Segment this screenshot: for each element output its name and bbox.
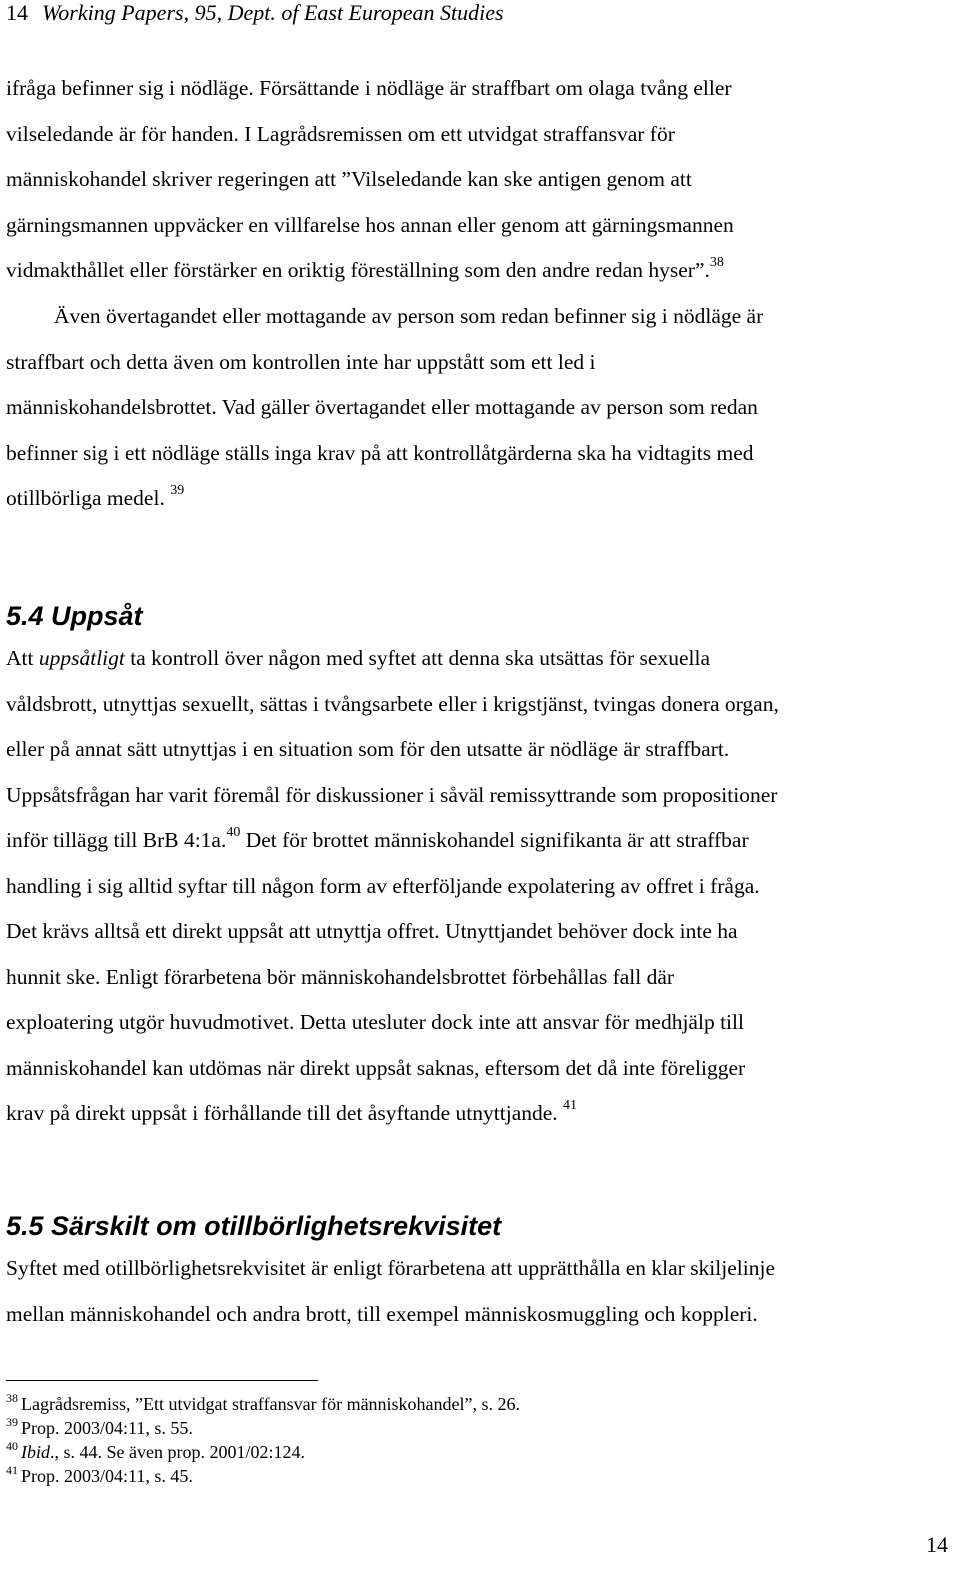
section-5-5-body bbox=[6, 1246, 954, 1337]
text-line: Syftet med otillbörlighetsrekvisitet är enligt förarbetena att upprätthålla en klar skiljelinje bbox=[6, 1256, 775, 1280]
text-line: gärningsmannen uppväcker en villfarelse hos annan eller genom att gärningsmannen bbox=[6, 212, 734, 237]
text-line bbox=[6, 1091, 954, 1137]
footnote-39 bbox=[6, 1416, 520, 1440]
text-line bbox=[6, 636, 954, 682]
text-segment: Det för brottet människohandel signifikanta är att straffbar bbox=[240, 828, 749, 852]
text-segment: krav på direkt uppsåt i förhållande till det åsyftande utnyttjande. bbox=[6, 1101, 558, 1125]
text-line: mellan människohandel och andra brott, till exempel människosmuggling och koppleri. bbox=[6, 1301, 758, 1326]
text-line: ifråga befinner sig i nödläge. Försättande i nödläge är straffbart om olaga tvång eller bbox=[6, 76, 732, 100]
text-line: hunnit ske. Enligt förarbetena bör människohandelsbrottet förbehållas fall där bbox=[6, 964, 675, 989]
footnote-separator bbox=[6, 1380, 318, 1381]
text-line: handling i sig alltid syftar till någon form av efterföljande expolatering av offret i fråga. bbox=[6, 873, 760, 898]
header-page-number: 14 bbox=[6, 0, 28, 25]
text-segment: otillbörliga medel. bbox=[6, 486, 165, 510]
text-line: människohandelsbrottet. Vad gäller övertagandet eller mottagande av person som redan bbox=[6, 395, 758, 419]
paragraph-1 bbox=[6, 66, 954, 294]
header-title: Working Papers, 95, Dept. of East European Studies bbox=[42, 0, 504, 25]
text-line: våldsbrott, utnyttjas sexuellt, sättas i tvångsarbete eller i krigstjänst, tvingas donera organ, bbox=[6, 691, 779, 716]
footnote-number: 39 bbox=[6, 1415, 18, 1429]
footnote-41 bbox=[6, 1464, 520, 1488]
footnote-ref[interactable]: 38 bbox=[709, 255, 724, 270]
text-line: eller på annat sätt utnyttjas i en situation som för den utsatte är nödläge är straffbart. bbox=[6, 737, 730, 761]
section-heading-5-4: 5.4 Uppsåt bbox=[6, 601, 143, 631]
footnote-40 bbox=[6, 1440, 520, 1464]
text-line: Det krävs alltså ett direkt uppsåt att utnyttja offret. Utnyttjandet behöver dock inte ha bbox=[6, 919, 738, 943]
footnote-number: 40 bbox=[6, 1439, 18, 1453]
text-line: Uppsåtsfrågan har varit föremål för diskussioner i såväl remissyttrande som propositioner bbox=[6, 782, 778, 807]
text-line: vilseledande är för handen. I Lagrådsremissen om ett utvidgat straffansvar för bbox=[6, 121, 675, 146]
section-heading-5-5: 5.5 Särskilt om otillbörlighetsrekvisitet bbox=[6, 1211, 502, 1241]
footnote-number: 41 bbox=[6, 1463, 18, 1477]
text-segment: vidmakthållet eller förstärker en oriktig föreställning som den andre redan hyser”. bbox=[6, 258, 710, 282]
footnote-text: Lagrådsremiss, ”Ett utvidgat straffansvar för människohandel”, s. 26. bbox=[21, 1394, 521, 1414]
text-line: exploatering utgör huvudmotivet. Detta utesluter dock inte att ansvar för medhjälp till bbox=[6, 1010, 744, 1034]
footnote-ref[interactable]: 40 bbox=[226, 825, 241, 840]
footnote-text: Prop. 2003/04:11, s. 45. bbox=[21, 1466, 193, 1486]
footnote-ref[interactable]: 39 bbox=[170, 483, 185, 498]
footnote-text: ., s. 44. Se även prop. 2001/02:124. bbox=[50, 1442, 305, 1462]
text-line: befinner sig i ett nödläge ställs inga krav på att kontrollåtgärderna ska ha vidtagits med bbox=[6, 440, 754, 465]
text-line: Även övertagandet eller mottagande av person som redan befinner sig i nödläge är bbox=[54, 304, 764, 328]
footnotes bbox=[6, 1392, 520, 1488]
text-line bbox=[6, 476, 954, 522]
running-header bbox=[6, 0, 504, 26]
emphasis: uppsåtligt bbox=[38, 646, 125, 670]
section-5-4-body bbox=[6, 636, 954, 1137]
footer-page-number: 14 bbox=[926, 1532, 948, 1557]
footnote-38 bbox=[6, 1392, 520, 1416]
text-line bbox=[6, 818, 954, 864]
text-segment: ta kontroll över någon med syftet att denna ska utsättas för sexuella bbox=[124, 646, 710, 670]
footnote-text: Prop. 2003/04:11, s. 55. bbox=[21, 1418, 193, 1438]
text-segment: Att bbox=[6, 646, 39, 670]
text-line: människohandel skriver regeringen att ”Vilseledande kan ske antigen genom att bbox=[6, 167, 692, 191]
paragraph-2 bbox=[6, 294, 954, 522]
text-segment: inför tillägg till BrB 4:1a. bbox=[6, 828, 227, 852]
text-line: straffbart och detta även om kontrollen inte har uppstått som ett led i bbox=[6, 349, 596, 374]
footnote-ref[interactable]: 41 bbox=[563, 1098, 578, 1113]
footnote-number: 38 bbox=[6, 1391, 18, 1405]
text-line bbox=[6, 248, 954, 294]
footnote-emphasis: Ibid bbox=[21, 1442, 50, 1462]
text-line: människohandel kan utdömas när direkt uppsåt saknas, eftersom det då inte föreligger bbox=[6, 1055, 746, 1080]
